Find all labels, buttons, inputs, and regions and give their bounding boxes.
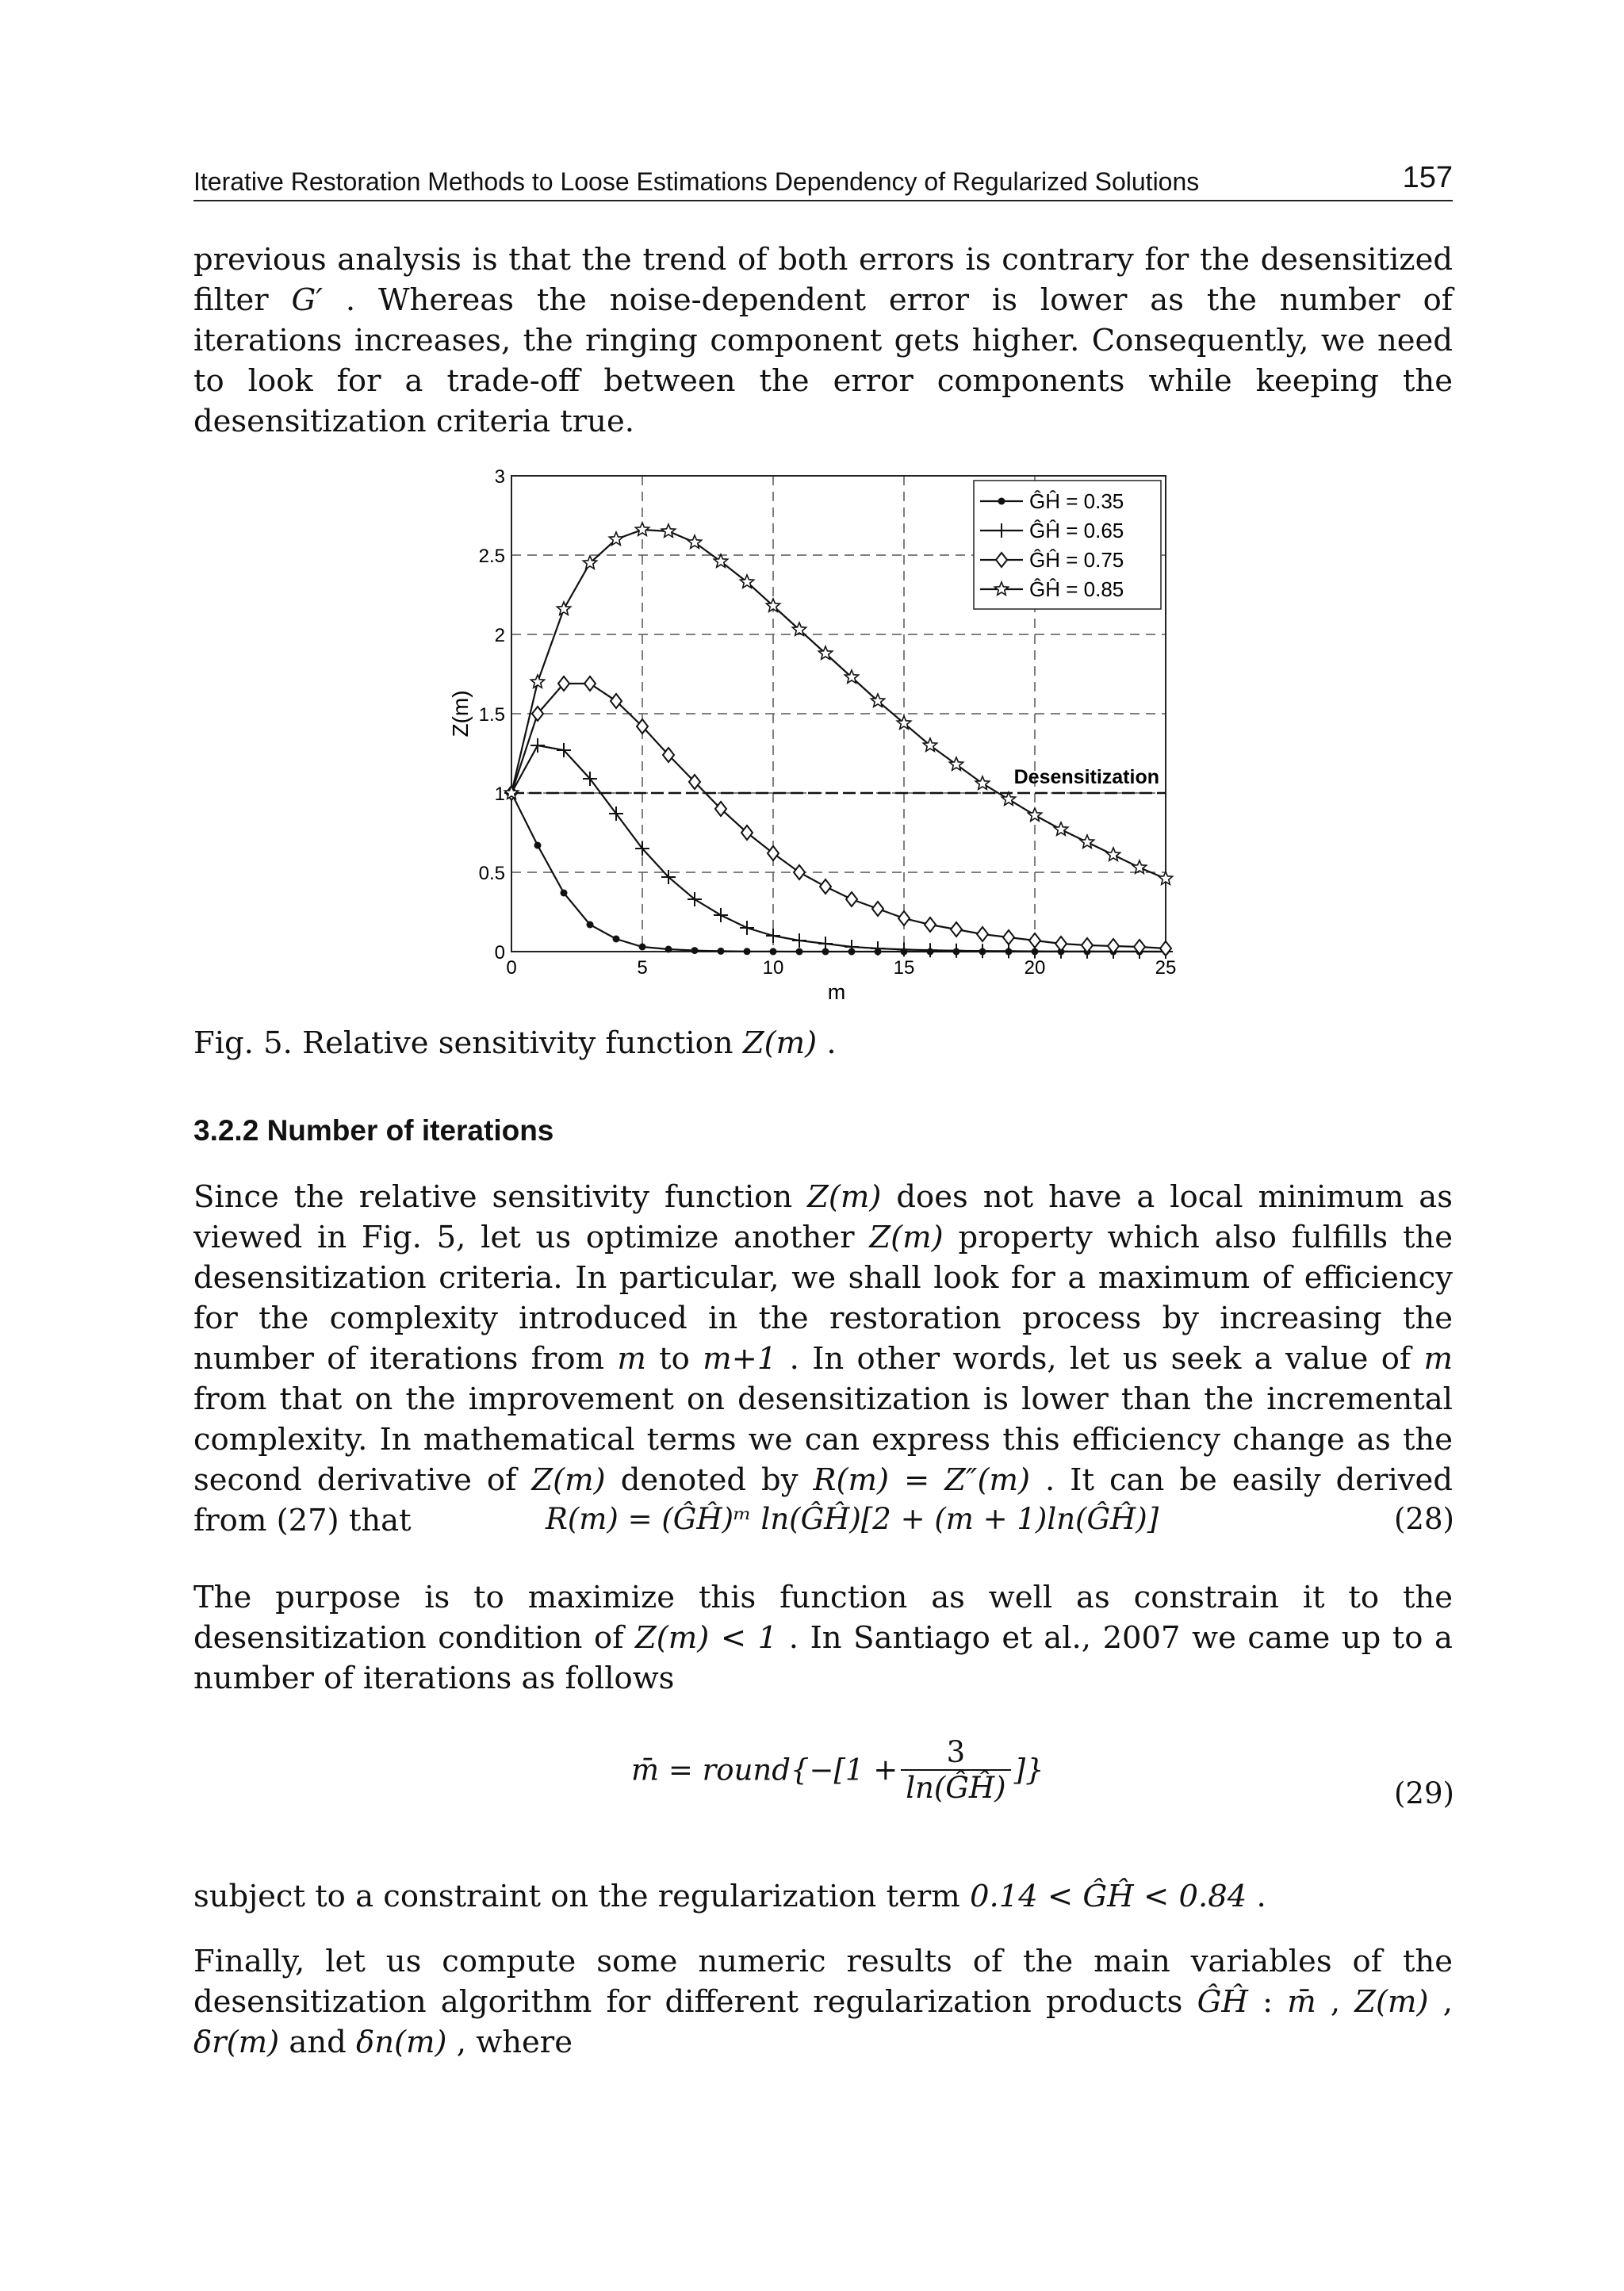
- p2-text-g: denoted by: [605, 1462, 814, 1498]
- legend-label: ĜĤ = 0.65: [1029, 519, 1124, 542]
- p5-text-f: , where: [446, 2025, 573, 2060]
- paragraph-purpose: [193, 1577, 1453, 1699]
- marker-dot: [561, 890, 568, 897]
- equation-29: [631, 1735, 1044, 1805]
- y-tick-label: 0: [494, 942, 505, 964]
- marker-diamond: [846, 892, 857, 906]
- paragraph-finally: [193, 1941, 1453, 2063]
- p5-gh: ĜĤ: [1197, 1984, 1248, 2020]
- marker-plus: [949, 944, 963, 958]
- marker-diamond: [794, 865, 805, 879]
- equation-28: R(m) = (ĜĤ)ᵐ ln(ĜĤ)[2 + (m + 1)ln(ĜĤ)]: [546, 1502, 1159, 1536]
- equation-29-number: (29): [1394, 1776, 1454, 1810]
- eq29-rhs: ]}: [1013, 1753, 1044, 1787]
- caption-symbol: Z(m): [742, 1025, 818, 1061]
- marker-plus: [923, 943, 937, 957]
- running-header: [193, 159, 1453, 201]
- marker-diamond: [1055, 937, 1067, 951]
- figure-caption: [193, 1025, 837, 1061]
- marker-star: [1080, 835, 1094, 848]
- marker-dot: [587, 921, 594, 929]
- p5-text-d: ,: [1428, 1984, 1453, 2020]
- marker-diamond: [1003, 930, 1014, 944]
- x-tick-label: 15: [893, 957, 915, 979]
- x-tick-label: 0: [506, 957, 517, 979]
- p3-condition: Z(m) < 1: [635, 1620, 778, 1656]
- marker-dot: [613, 936, 620, 943]
- chart-legend: [974, 481, 1161, 609]
- p2-m1: m: [617, 1341, 646, 1377]
- p2-text-d: to: [645, 1341, 703, 1377]
- marker-dot: [998, 498, 1005, 505]
- y-tick-label: 2: [494, 625, 505, 646]
- marker-diamond: [768, 846, 779, 860]
- section-heading: 3.2.2 Number of iterations: [193, 1114, 554, 1147]
- legend-label: ĜĤ = 0.35: [1029, 489, 1124, 513]
- marker-dot: [665, 946, 672, 953]
- marker-diamond: [1160, 941, 1171, 956]
- marker-diamond: [584, 676, 596, 691]
- y-tick-label: 2.5: [478, 546, 505, 567]
- marker-star: [1054, 822, 1067, 835]
- p5-text-e: and: [279, 2025, 357, 2060]
- p5-z: Z(m): [1354, 1984, 1429, 2020]
- x-tick-label: 20: [1024, 957, 1046, 979]
- marker-star: [635, 523, 649, 535]
- marker-diamond: [977, 927, 988, 941]
- p4-constraint: 0.14 < ĜĤ < 0.84: [969, 1879, 1247, 1914]
- legend-label: ĜĤ = 0.85: [1029, 577, 1124, 601]
- series-diamond: [506, 676, 1171, 956]
- y-tick-labels: [479, 466, 505, 964]
- marker-plus: [871, 941, 885, 956]
- paragraph-iterations: [193, 1177, 1453, 1541]
- p2-text-f: from that on the improvement on desensitization is lower than the incremental complexity. In mathematical terms we can express this efficiency change as the second derivative of: [193, 1381, 1453, 1498]
- p4-text-b: .: [1247, 1879, 1266, 1914]
- desensitization-label: Desensitization: [1013, 766, 1159, 788]
- marker-diamond: [1029, 933, 1040, 948]
- eq29-lhs: m̄ = round{−[1 +: [631, 1753, 898, 1787]
- p3-text-a: The purpose is to maximize this function as well as constrain it to the desensitization condition of: [193, 1580, 1453, 1656]
- marker-diamond: [872, 902, 883, 916]
- marker-dot: [796, 948, 803, 956]
- p2-z2: Z(m): [869, 1220, 944, 1255]
- marker-dot: [770, 948, 777, 955]
- paragraph-constraint: [193, 1876, 1453, 1917]
- p5-text-a: Finally, let us compute some numeric results of the main variables of the desensitization algorithm for different regularization products: [193, 1944, 1453, 2020]
- equation-28-number: (28): [1394, 1502, 1454, 1536]
- p2-m3: m: [1423, 1341, 1453, 1377]
- p5-mbar: m̄: [1287, 1984, 1316, 2020]
- marker-dot: [718, 948, 725, 955]
- marker-star: [557, 602, 570, 615]
- p2-z3: Z(m): [531, 1462, 606, 1498]
- x-tick-label: 10: [762, 957, 784, 979]
- intro-paragraph: [193, 239, 1453, 442]
- x-tick-label: 25: [1155, 957, 1177, 979]
- p2-text-c: property which also fulfills the desensitization criteria. In particular, we shall look for a maximum of efficiency for the complexity introduced in the restoration process by increasing the number of iterations from: [193, 1220, 1454, 1377]
- eq29-numerator: 3: [901, 1735, 1010, 1771]
- marker-star: [1028, 808, 1041, 821]
- eq29-denominator: ln(ĜĤ): [906, 1771, 1006, 1805]
- running-title: Iterative Restoration Methods to Loose Estimations Dependency of Regularized Solutions: [193, 167, 1200, 196]
- p2-z1: Z(m): [807, 1179, 882, 1215]
- marker-star: [1106, 848, 1120, 860]
- y-tick-label: 1.5: [478, 704, 505, 726]
- intro-text-end: . Whereas the noise-dependent error is lower as the number of iterations increases, the ringing component gets higher. Consequently, we need to look for a trade-off between the error components while keeping the desensitization criteria true.: [193, 282, 1453, 439]
- marker-plus: [897, 942, 911, 956]
- p2-m2: m+1: [703, 1341, 777, 1377]
- marker-star: [661, 524, 675, 537]
- marker-star: [1159, 872, 1172, 884]
- marker-plus: [766, 929, 780, 943]
- p2-r-eq: R(m) = Z″(m): [813, 1462, 1030, 1498]
- intro-text: previous analysis is that the trend of both errors is contrary for the desensitized filter: [193, 242, 1453, 318]
- page-number: 157: [1402, 161, 1453, 194]
- marker-star: [530, 675, 544, 688]
- p2-text-e: . In other words, let us seek a value of: [776, 1341, 1424, 1377]
- marker-plus: [530, 738, 545, 753]
- marker-plus: [740, 921, 754, 935]
- marker-diamond: [925, 918, 936, 932]
- marker-plus: [792, 933, 806, 948]
- filter-symbol: G′: [291, 282, 324, 318]
- marker-dot: [691, 947, 699, 954]
- y-tick-label: 3: [494, 466, 505, 488]
- marker-diamond: [611, 694, 622, 708]
- legend-label: ĜĤ = 0.75: [1029, 548, 1124, 572]
- p4-text-a: subject to a constraint on the regularization term: [193, 1879, 970, 1914]
- marker-plus: [609, 806, 623, 821]
- marker-diamond: [1082, 938, 1093, 952]
- marker-star: [504, 786, 518, 799]
- marker-diamond: [951, 922, 962, 937]
- p5-delta-r: δr(m): [193, 2025, 280, 2060]
- marker-plus: [818, 937, 833, 951]
- y-tick-label: 0.5: [478, 863, 505, 884]
- marker-dot: [534, 842, 542, 849]
- p2-text-a: Since the relative sensitivity function: [193, 1179, 808, 1215]
- series-line: [511, 684, 1166, 948]
- marker-star: [1132, 860, 1146, 873]
- y-axis-label: Z(m): [448, 690, 473, 737]
- p2-text-b: does not have a local minimum as viewed in Fig. 5, let us optimize another: [193, 1179, 1453, 1255]
- marker-dot: [744, 948, 751, 955]
- marker-plus: [975, 944, 990, 958]
- p2-text-h: . It can be easily derived from (27) that: [193, 1462, 1453, 1538]
- x-axis-label: m: [827, 980, 846, 1004]
- caption-text: Fig. 5. Relative sensitivity function: [193, 1025, 743, 1061]
- marker-diamond: [898, 911, 910, 925]
- caption-end: .: [817, 1025, 837, 1061]
- x-tick-label: 5: [637, 957, 648, 979]
- p5-text-b: :: [1247, 1984, 1288, 2020]
- marker-diamond: [741, 826, 753, 840]
- y-tick-label: 1: [494, 783, 505, 805]
- eq29-fraction: [901, 1735, 1010, 1805]
- marker-dot: [639, 944, 646, 951]
- p5-text-c: ,: [1316, 1984, 1355, 2020]
- sensitivity-chart: [428, 452, 1189, 1007]
- x-tick-labels: [506, 957, 1176, 979]
- marker-plus: [1002, 944, 1016, 958]
- marker-diamond: [820, 879, 831, 894]
- p3-text-b: . In Santiago et al., 2007 we came up to a number of iterations as follows: [193, 1620, 1453, 1696]
- marker-plus: [714, 908, 728, 922]
- p5-delta-n: δn(m): [356, 2025, 447, 2060]
